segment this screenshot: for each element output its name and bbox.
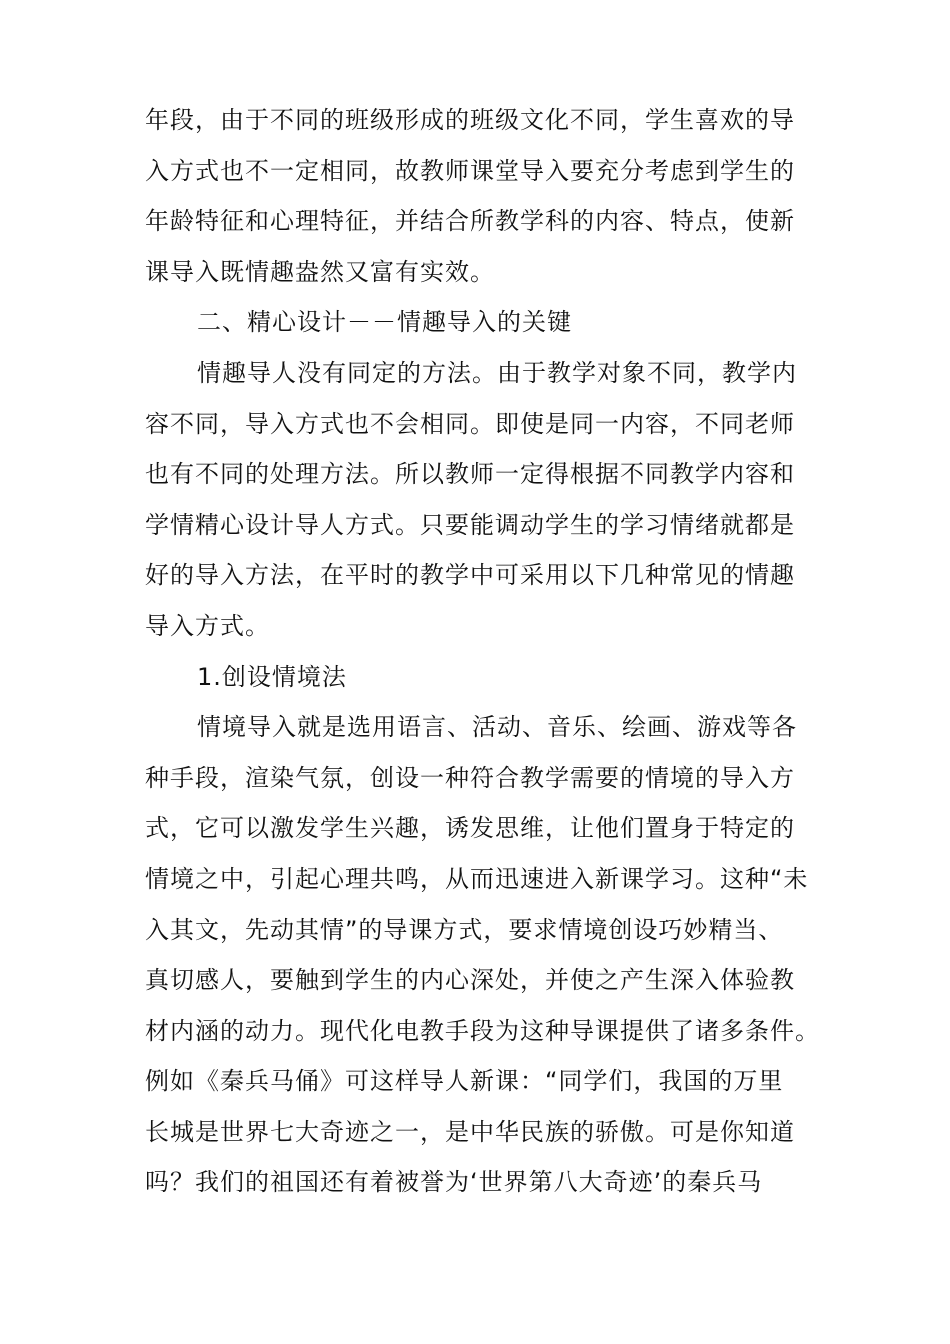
text-line: 好的导入方法，在平时的教学中可采用以下几种常见的情趣 bbox=[145, 561, 795, 590]
text-line: 年段，由于不同的班级形成的班级文化不同，学生喜欢的导 bbox=[145, 106, 795, 134]
text-line: 例如《秦兵马俑》可这样导人新课：“同学们，我国的万里 bbox=[145, 1067, 784, 1096]
text-line: 吗？我们的祖国还有着被誉为‘世界第八大奇迹’的秦兵马 bbox=[145, 1168, 763, 1197]
text-line: 情境导入就是选用语言、活动、音乐、绘画、游戏等各 bbox=[197, 713, 797, 742]
text-line: 也有不同的处理方法。所以教师一定得根据不同教学内容和 bbox=[145, 460, 795, 489]
text-line: 课导入既情趣盎然又富有实效。 bbox=[145, 257, 495, 286]
text-line: 入其文，先动其情”的导课方式，要求情境创设巧妙精当、 bbox=[145, 915, 784, 944]
text-line: 二、精心设计－－情趣导入的关键 bbox=[197, 308, 572, 337]
text-line: 容不同，导入方式也不会相同。即使是同一内容，不同老师 bbox=[145, 409, 795, 438]
text-line: 学情精心设计导人方式。只要能调动学生的学习情绪就都是 bbox=[145, 510, 795, 539]
document-body bbox=[145, 95, 835, 1208]
text-line: 情境之中，引起心理共鸣，从而迅速进入新课学习。这种“未 bbox=[145, 864, 809, 893]
text-line: 年龄特征和心理特征，并结合所教学科的内容、特点，使新 bbox=[145, 207, 795, 236]
text-line: 式，它可以激发学生兴趣，诱发思维，让他们置身于特定的 bbox=[145, 814, 795, 843]
text-line: 导入方式。 bbox=[145, 611, 270, 640]
text-line: 种手段，渲染气氛，创设一种符合教学需要的情境的导入方 bbox=[145, 763, 795, 792]
text-line: 情趣导人没有同定的方法。由于教学对象不同，教学内 bbox=[197, 358, 797, 387]
text-line: 入方式也不一定相同，故教师课堂导入要充分考虑到学生的 bbox=[145, 156, 795, 185]
text-line: 1.创设情境法 bbox=[197, 662, 347, 691]
text-line: 材内涵的动力。现代化电教手段为这种导课提供了诸多条件。 bbox=[145, 1016, 820, 1045]
text-line: 真切感人，要触到学生的内心深处，并使之产生深入体验教 bbox=[145, 966, 795, 995]
text-line: 长城是世界七大奇迹之一，是中华民族的骄傲。可是你知道 bbox=[145, 1117, 795, 1146]
